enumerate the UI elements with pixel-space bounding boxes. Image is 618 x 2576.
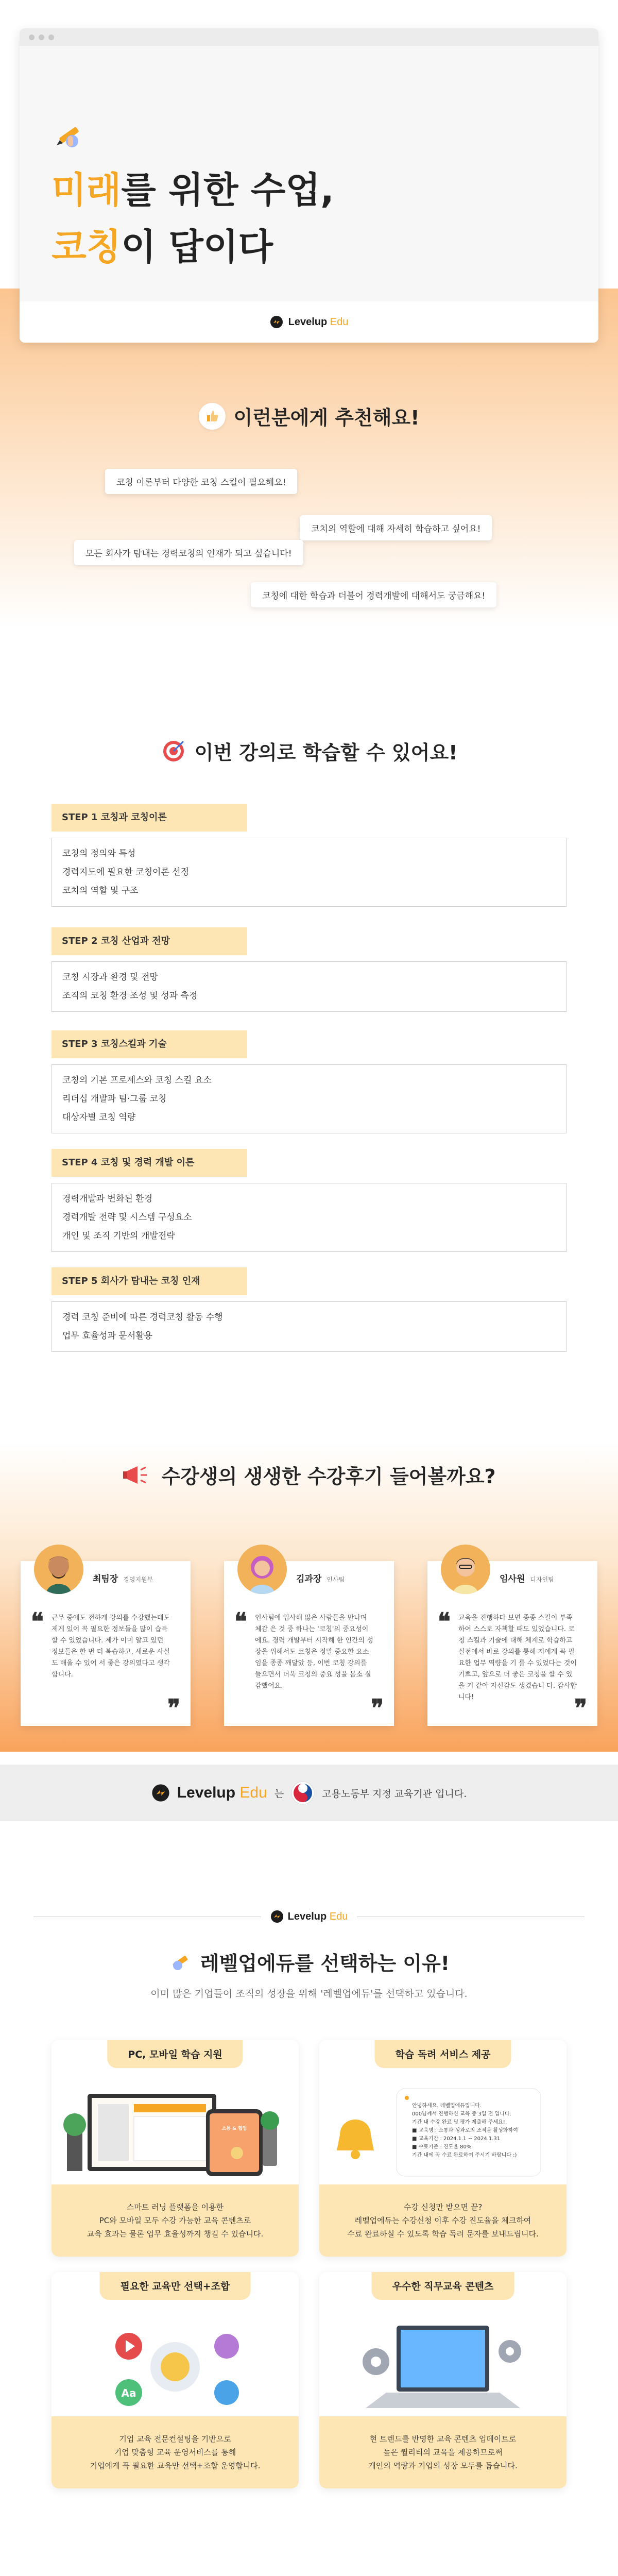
- step-item: 경력지도에 필요한 코칭이론 선정: [62, 867, 190, 877]
- curriculum-step: [52, 1030, 566, 1133]
- tools-illustration: [52, 2305, 299, 2416]
- curriculum-title: 이번 강의로 학습할 수 있어요!: [194, 741, 458, 764]
- levelup-logo-icon: [270, 315, 283, 329]
- window-dot-icon: [48, 35, 54, 40]
- recommend-bubble: 코치의 역할에 대해 자세히 학습하고 싶어요!: [300, 515, 492, 540]
- why-heading: [0, 1947, 618, 1976]
- sms-message: 안녕하세요. 레벨업에듀입니다. 000님께서 진행하신 교육 중 3일 전 입니다. 기간 내 수강 완료 및 평가 제출해 주세요! ■ 교육명 : 소통과 성과로의 조직을 활성화하여 ■ 교육기간 : 2024.1.1 ~ 2024.1.31 ■ 수료기준 : 진도율 80% 기간 내에 꼭 수료 완료하여 주시기 바랍니다 :): [412, 2103, 518, 2158]
- reviewer-name: 최팀장 경영지원부: [93, 1574, 153, 1584]
- thumbs-up-icon: [199, 403, 226, 430]
- step-item: 대상자별 코칭 역량: [62, 1112, 136, 1123]
- megaphone-icon: [122, 1462, 153, 1488]
- screen-title-text: 소통 & 협업: [221, 2126, 247, 2131]
- levelup-logo-text: Levelup Edu: [287, 1910, 348, 1922]
- reviewer-role: 인사팀: [327, 1576, 345, 1583]
- avatar: [34, 1545, 83, 1594]
- step-item: 경력개발 전략 및 시스템 구성요소: [62, 1212, 192, 1223]
- why-card-title: PC, 모바일 학습 지원: [107, 2040, 243, 2068]
- target-icon: [161, 738, 186, 764]
- avatar: [441, 1545, 490, 1594]
- review-card: [224, 1561, 394, 1726]
- levelup-logo-icon: [151, 1784, 170, 1802]
- quote-close-icon: ❞: [167, 1694, 180, 1722]
- government-certification-band: [0, 1765, 618, 1821]
- hero-section: [0, 0, 618, 629]
- reviewer-role: 경영지원부: [123, 1576, 153, 1583]
- recommend-title: 이런분에게 추천해요!: [233, 406, 420, 429]
- why-card: [319, 2272, 566, 2488]
- why-card: [52, 2272, 299, 2488]
- step-items: [52, 1064, 566, 1133]
- levelup-logo-text: Levelup Edu: [177, 1784, 267, 1801]
- why-card: [52, 2040, 299, 2257]
- ministry-emblem-icon: [291, 1781, 315, 1805]
- why-card-description: 스마트 러닝 플랫폼을 이용한 PC와 모바일 모두 수강 가능한 교육 콘텐츠로 교육 효과는 물론 업무 효율성까지 챙길 수 있습니다.: [52, 2184, 299, 2257]
- window-dot-icon: [29, 35, 35, 40]
- step-item: 경력개발과 변화된 환경: [62, 1194, 153, 1204]
- reviews-title: 수강생의 생생한 수강후기 들어볼까요?: [161, 1465, 496, 1488]
- step-items: [52, 838, 566, 907]
- quote-close-icon: ❞: [371, 1694, 384, 1722]
- hero-title: [52, 162, 334, 275]
- curriculum-step: [52, 927, 566, 1012]
- quote-close-icon: ❞: [574, 1694, 587, 1722]
- hero-title-text: 를 위한 수업,: [121, 169, 334, 211]
- step-item: 업무 효율성과 문서활용: [62, 1331, 153, 1341]
- window-footer-logo: [20, 301, 598, 343]
- recommend-bubble: 코칭에 대한 학습과 더불어 경력개발에 대해서도 궁금해요!: [251, 582, 496, 607]
- pencil-icon: [168, 1950, 192, 1974]
- laptop-mobile-illustration: [52, 2073, 299, 2184]
- hero-title-accent: 코칭: [52, 226, 122, 268]
- step-label: STEP 5 회사가 탐내는 코칭 인재: [52, 1267, 247, 1295]
- quote-open-icon: ❝: [234, 1607, 247, 1635]
- step-item: 리더십 개발과 팀·그룹 코칭: [62, 1094, 167, 1104]
- recommend-bubble: 코칭 이론부터 다양한 코칭 스킬이 필요해요!: [105, 469, 297, 494]
- review-card: [21, 1561, 191, 1726]
- why-card-title: 우수한 직무교육 콘텐츠: [372, 2272, 514, 2300]
- step-label: STEP 2 코칭 산업과 전망: [52, 927, 247, 955]
- curriculum-step: [52, 804, 566, 907]
- step-label: STEP 4 코칭 및 경력 개발 이론: [52, 1149, 247, 1177]
- step-item: 경력 코칭 준비에 따른 경력코칭 활동 수행: [62, 1312, 223, 1323]
- why-card-description: 기업 교육 전문컨설팅을 기반으로 기업 맞춤형 교육 운영서비스를 통해 기업에게 꼭 필요한 교육만 선택+조합 운영합니다.: [52, 2416, 299, 2488]
- step-item: 코치의 역할 및 구조: [62, 886, 139, 896]
- step-item: 코칭의 기본 프로세스와 코칭 스킬 요소: [62, 1075, 212, 1086]
- browser-window-mock: [20, 28, 598, 343]
- curriculum-step: [52, 1267, 566, 1352]
- reviewer-name: 임사원 디자인팀: [500, 1574, 554, 1584]
- why-logo-divider: [33, 1909, 585, 1924]
- reviewer-role: 디자인팀: [530, 1576, 554, 1583]
- why-title: 레벨업에듀를 선택하는 이유!: [200, 1952, 450, 1975]
- review-text: 인사팀에 입사해 많은 사람들을 만나며 체감 은 것 중 하나는 '코칭'의 중요성이에요. 경력 개발부터 시작해 한 인간의 성장을 위해서도 코칭은 정말 중요한 요소임을 종종 깨달았 등, 이번 코칭 강의를 들으면서 더욱 코칭의 중요 성을 몸소 실감했어요.: [255, 1614, 373, 1690]
- levelup-logo-text: Levelup Edu: [288, 316, 349, 328]
- why-card-title: 학습 독려 서비스 제공: [374, 2040, 511, 2068]
- step-label: STEP 3 코칭스킬과 기술: [52, 1030, 247, 1058]
- review-text: 교육을 진행하다 보면 종종 스킬이 부족하여 스스로 자책할 때도 있었습니다. 코칭 스킬과 기술에 대해 체계로 학습하고 실전에서 바로 강의를 통해 저에게 꼭 필요한 업무 역량을 기 를 수 있었다는 것이 기쁘고, 앞으로 더 좋은 코칭을 할 수 있을 거 같아 자신감도 생겼습니 다. 감사합니다!: [458, 1614, 577, 1701]
- gov-particle: 는: [274, 1788, 284, 1800]
- hero-title-accent: 미래: [52, 169, 122, 211]
- step-item: 코칭 시장과 환경 및 전망: [62, 972, 158, 982]
- window-dot-icon: [39, 35, 44, 40]
- window-body: [20, 46, 598, 301]
- step-item: 코칭의 정의와 특성: [62, 849, 136, 859]
- step-label: STEP 1 코칭과 코칭이론: [52, 804, 247, 832]
- step-item: 개인 및 조직 기반의 개발전략: [62, 1231, 175, 1241]
- hero-title-text: 이 답이다: [121, 226, 273, 268]
- why-card-description: 수강 신청만 받으면 끝? 레벨업에듀는 수강신청 이후 수강 진도율을 체크하여 수료 완료하실 수 있도록 학습 독려 문자를 보내드립니다.: [319, 2184, 566, 2257]
- why-card: [319, 2040, 566, 2257]
- curriculum-step: [52, 1149, 566, 1252]
- why-subtitle: 이미 많은 기업들이 조직의 성장을 위해 '레벨업에듀'를 선택하고 있습니다.: [150, 1988, 468, 1999]
- pencil-hand-icon: [52, 121, 82, 151]
- laptop-gears-illustration: [319, 2305, 566, 2416]
- why-card-description: 현 트렌드를 반영한 교육 콘텐츠 업데이트로 높은 퀄리티의 교육을 제공하므로써 개인의 역량과 기업의 성장 모두를 돕습니다.: [319, 2416, 566, 2488]
- gov-text: 고용노동부 지정 교육기관 입니다.: [322, 1788, 467, 1800]
- step-items: [52, 961, 566, 1012]
- step-items: [52, 1301, 566, 1352]
- review-card: [427, 1561, 597, 1726]
- why-card-title: 필요한 교육만 선택+조합: [100, 2272, 251, 2300]
- recommend-bubble: 모든 회사가 탐내는 경력코칭의 인재가 되고 싶습니다!: [74, 540, 303, 565]
- quote-open-icon: ❝: [438, 1607, 451, 1635]
- recommend-heading: [0, 402, 618, 430]
- step-item: 조직의 코칭 환경 조성 및 성과 측정: [62, 991, 198, 1001]
- font-letters: Aa: [121, 2387, 136, 2399]
- quote-open-icon: ❝: [31, 1607, 44, 1635]
- curriculum-heading: [0, 737, 618, 765]
- reviews-heading: [0, 1461, 618, 1489]
- review-text: 근무 중에도 전하게 강의를 수강했는데도 제게 있어 꼭 필요한 정보들을 많이 습득할 수 있었습니다. 제가 이미 알고 있던 정보들은 한 번 더 복습하고, 새로운 사실도 배울 수 있어 서 좋은 강의였다고 생각합니다.: [52, 1614, 170, 1679]
- reviewer-name: 김과장 인사팀: [296, 1574, 345, 1584]
- levelup-logo-icon: [270, 1910, 284, 1923]
- avatar: [237, 1545, 287, 1594]
- step-items: [52, 1183, 566, 1252]
- window-titlebar: [20, 28, 598, 46]
